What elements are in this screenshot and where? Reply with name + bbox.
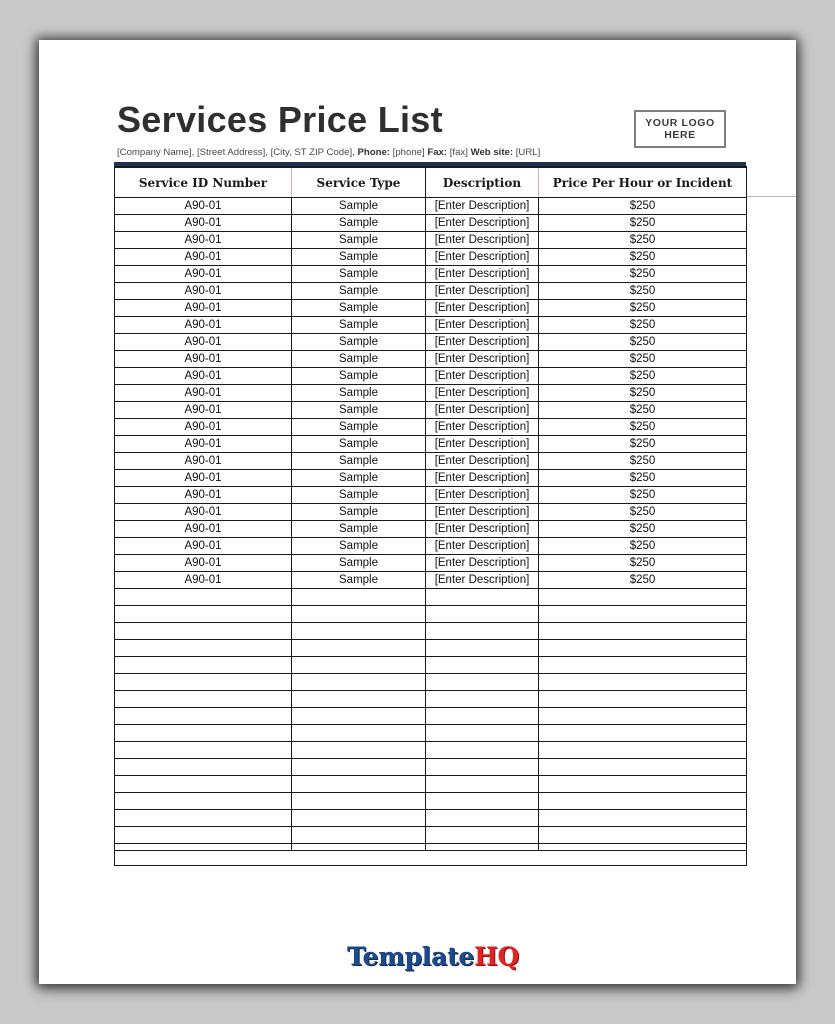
empty-cell (115, 674, 292, 691)
cell-service-id: A90-01 (115, 538, 292, 555)
table-header-row (115, 167, 747, 198)
cell-service-id: A90-01 (115, 351, 292, 368)
table-row (115, 266, 747, 283)
cell-price: $250 (539, 300, 747, 317)
empty-cell (115, 793, 292, 810)
empty-cell (115, 589, 292, 606)
cell-service-id: A90-01 (115, 453, 292, 470)
empty-cell (426, 759, 539, 776)
table-row (115, 470, 747, 487)
cell-service-type: Sample (292, 198, 426, 215)
empty-cell (115, 742, 292, 759)
cell-service-type: Sample (292, 232, 426, 249)
empty-cell (426, 742, 539, 759)
cell-service-id: A90-01 (115, 470, 292, 487)
cell-service-id: A90-01 (115, 198, 292, 215)
cell-service-id: A90-01 (115, 402, 292, 419)
table-row (115, 419, 747, 436)
brand-logo (347, 942, 519, 971)
empty-table-row (115, 810, 747, 827)
cell-price: $250 (539, 521, 747, 538)
cell-service-type: Sample (292, 521, 426, 538)
empty-cell (292, 589, 426, 606)
empty-cell (539, 640, 747, 657)
cell-price: $250 (539, 283, 747, 300)
cell-service-type: Sample (292, 351, 426, 368)
table-row (115, 436, 747, 453)
cell-price: $250 (539, 487, 747, 504)
empty-table-row (115, 725, 747, 742)
empty-cell (426, 640, 539, 657)
empty-table-row (115, 640, 747, 657)
cell-description: [Enter Description] (426, 521, 539, 538)
fax-value: [fax] (449, 147, 468, 158)
table-row (115, 572, 747, 589)
table-row (115, 351, 747, 368)
cell-price: $250 (539, 385, 747, 402)
cell-service-id: A90-01 (115, 521, 292, 538)
cell-service-id: A90-01 (115, 334, 292, 351)
empty-cell (292, 623, 426, 640)
cell-description: [Enter Description] (426, 572, 539, 589)
empty-cell (292, 657, 426, 674)
cell-service-id: A90-01 (115, 300, 292, 317)
cell-price: $250 (539, 470, 747, 487)
spacer-cell (426, 844, 539, 851)
column-header-description: Description (426, 167, 539, 198)
empty-cell (292, 776, 426, 793)
cell-service-id: A90-01 (115, 232, 292, 249)
empty-cell (115, 640, 292, 657)
cell-service-type: Sample (292, 334, 426, 351)
empty-cell (115, 810, 292, 827)
page-title: Services Price List (117, 99, 443, 140)
cell-service-type: Sample (292, 249, 426, 266)
empty-cell (426, 691, 539, 708)
logo-placeholder-line1: YOUR LOGO (645, 117, 715, 129)
empty-cell (539, 810, 747, 827)
empty-cell (115, 657, 292, 674)
empty-cell (426, 674, 539, 691)
cell-description: [Enter Description] (426, 249, 539, 266)
column-header-service-type: Service Type (292, 167, 426, 198)
table-body (115, 198, 747, 866)
empty-table-row (115, 793, 747, 810)
empty-table-row (115, 827, 747, 844)
empty-cell (539, 623, 747, 640)
cell-price: $250 (539, 249, 747, 266)
table-row (115, 198, 747, 215)
empty-cell (539, 827, 747, 844)
empty-cell (115, 759, 292, 776)
empty-table-row (115, 623, 747, 640)
cell-price: $250 (539, 538, 747, 555)
cell-description: [Enter Description] (426, 487, 539, 504)
phone-label: Phone: (357, 147, 390, 158)
empty-cell (426, 657, 539, 674)
empty-cell (426, 793, 539, 810)
company-address-line (117, 147, 540, 158)
cell-description: [Enter Description] (426, 351, 539, 368)
cell-service-id: A90-01 (115, 317, 292, 334)
cell-description: [Enter Description] (426, 436, 539, 453)
empty-cell (426, 776, 539, 793)
empty-cell (539, 674, 747, 691)
website-value: [URL] (515, 147, 541, 158)
cell-service-type: Sample (292, 266, 426, 283)
phone-value: [phone] (392, 147, 425, 158)
cell-description: [Enter Description] (426, 402, 539, 419)
fax-label: Fax: (427, 147, 448, 158)
cell-service-id: A90-01 (115, 215, 292, 232)
cell-service-type: Sample (292, 402, 426, 419)
empty-cell (115, 623, 292, 640)
cell-description: [Enter Description] (426, 215, 539, 232)
empty-cell (115, 725, 292, 742)
cell-service-type: Sample (292, 538, 426, 555)
cell-service-type: Sample (292, 470, 426, 487)
cell-service-type: Sample (292, 300, 426, 317)
empty-cell (292, 606, 426, 623)
empty-cell (539, 776, 747, 793)
empty-cell (292, 674, 426, 691)
table-row (115, 521, 747, 538)
cell-service-type: Sample (292, 419, 426, 436)
empty-cell (539, 657, 747, 674)
empty-table-row (115, 742, 747, 759)
empty-cell (539, 742, 747, 759)
cell-price: $250 (539, 198, 747, 215)
empty-cell (292, 759, 426, 776)
cell-service-type: Sample (292, 215, 426, 232)
table-row (115, 215, 747, 232)
table-footer-row (115, 851, 747, 866)
document-page (39, 40, 796, 984)
cell-service-id: A90-01 (115, 385, 292, 402)
table-spacer-row (115, 844, 747, 851)
empty-table-row (115, 589, 747, 606)
empty-cell (292, 742, 426, 759)
table-row (115, 334, 747, 351)
empty-cell (426, 810, 539, 827)
table-row (115, 300, 747, 317)
table-row (115, 317, 747, 334)
cell-description: [Enter Description] (426, 385, 539, 402)
spacer-cell (292, 844, 426, 851)
cell-service-type: Sample (292, 453, 426, 470)
cell-service-id: A90-01 (115, 487, 292, 504)
cell-service-id: A90-01 (115, 572, 292, 589)
cell-price: $250 (539, 351, 747, 368)
logo-placeholder-line2: HERE (664, 129, 696, 141)
cell-price: $250 (539, 266, 747, 283)
cell-price: $250 (539, 419, 747, 436)
cell-description: [Enter Description] (426, 198, 539, 215)
cell-price: $250 (539, 572, 747, 589)
empty-cell (115, 827, 292, 844)
company-address: [Company Name], [Street Address], [City, ST ZIP Code], (117, 147, 355, 158)
cell-service-type: Sample (292, 317, 426, 334)
empty-table-row (115, 708, 747, 725)
empty-cell (426, 827, 539, 844)
price-table (114, 166, 747, 866)
empty-cell (115, 708, 292, 725)
cell-description: [Enter Description] (426, 232, 539, 249)
cell-service-type: Sample (292, 436, 426, 453)
table-row (115, 538, 747, 555)
cell-service-id: A90-01 (115, 283, 292, 300)
empty-table-row (115, 657, 747, 674)
table-row (115, 402, 747, 419)
empty-cell (539, 759, 747, 776)
cell-service-id: A90-01 (115, 504, 292, 521)
empty-table-row (115, 606, 747, 623)
cell-service-type: Sample (292, 385, 426, 402)
spacer-cell (115, 844, 292, 851)
logo-placeholder (634, 110, 726, 148)
cell-service-id: A90-01 (115, 555, 292, 572)
table-row (115, 487, 747, 504)
empty-cell (426, 606, 539, 623)
cell-service-type: Sample (292, 283, 426, 300)
brand-logo-part2: HQ (474, 942, 520, 971)
table-row (115, 232, 747, 249)
cell-description: [Enter Description] (426, 453, 539, 470)
cell-description: [Enter Description] (426, 283, 539, 300)
cell-service-type: Sample (292, 368, 426, 385)
cell-price: $250 (539, 215, 747, 232)
empty-cell (539, 691, 747, 708)
cell-description: [Enter Description] (426, 317, 539, 334)
brand-logo-part1: Template (347, 942, 475, 971)
cell-service-type: Sample (292, 555, 426, 572)
cell-price: $250 (539, 334, 747, 351)
empty-table-row (115, 759, 747, 776)
table-row (115, 504, 747, 521)
cell-description: [Enter Description] (426, 504, 539, 521)
website-label: Web site: (470, 147, 514, 158)
empty-cell (292, 691, 426, 708)
empty-cell (426, 589, 539, 606)
table-row (115, 453, 747, 470)
empty-table-row (115, 674, 747, 691)
cell-description: [Enter Description] (426, 470, 539, 487)
table-row (115, 555, 747, 572)
empty-cell (292, 810, 426, 827)
empty-cell (292, 708, 426, 725)
table-row (115, 368, 747, 385)
empty-cell (426, 623, 539, 640)
cell-description: [Enter Description] (426, 368, 539, 385)
empty-cell (115, 606, 292, 623)
cell-service-type: Sample (292, 572, 426, 589)
empty-table-row (115, 776, 747, 793)
empty-cell (292, 640, 426, 657)
empty-cell (115, 691, 292, 708)
cell-price: $250 (539, 453, 747, 470)
empty-cell (292, 827, 426, 844)
cell-description: [Enter Description] (426, 300, 539, 317)
cell-service-type: Sample (292, 504, 426, 521)
cell-service-id: A90-01 (115, 368, 292, 385)
cell-description: [Enter Description] (426, 266, 539, 283)
cell-description: [Enter Description] (426, 555, 539, 572)
cell-price: $250 (539, 555, 747, 572)
empty-cell (292, 793, 426, 810)
cell-price: $250 (539, 232, 747, 249)
cell-price: $250 (539, 436, 747, 453)
cell-service-id: A90-01 (115, 266, 292, 283)
cell-price: $250 (539, 504, 747, 521)
cell-price: $250 (539, 317, 747, 334)
empty-cell (539, 606, 747, 623)
empty-cell (539, 708, 747, 725)
cell-description: [Enter Description] (426, 334, 539, 351)
column-header-service-id: Service ID Number (115, 167, 292, 198)
spacer-cell (539, 844, 747, 851)
cell-price: $250 (539, 402, 747, 419)
empty-cell (539, 793, 747, 810)
cell-price: $250 (539, 368, 747, 385)
table-row (115, 385, 747, 402)
cell-service-type: Sample (292, 487, 426, 504)
cell-service-id: A90-01 (115, 419, 292, 436)
empty-cell (539, 589, 747, 606)
empty-cell (115, 776, 292, 793)
empty-table-row (115, 691, 747, 708)
footer-cell (115, 851, 747, 866)
cell-description: [Enter Description] (426, 538, 539, 555)
cell-service-id: A90-01 (115, 436, 292, 453)
column-header-price: Price Per Hour or Incident (539, 167, 747, 198)
table-row (115, 249, 747, 266)
cell-description: [Enter Description] (426, 419, 539, 436)
margin-rule (746, 196, 796, 197)
cell-service-id: A90-01 (115, 249, 292, 266)
empty-cell (539, 725, 747, 742)
table-row (115, 283, 747, 300)
empty-cell (426, 725, 539, 742)
empty-cell (292, 725, 426, 742)
empty-cell (426, 708, 539, 725)
